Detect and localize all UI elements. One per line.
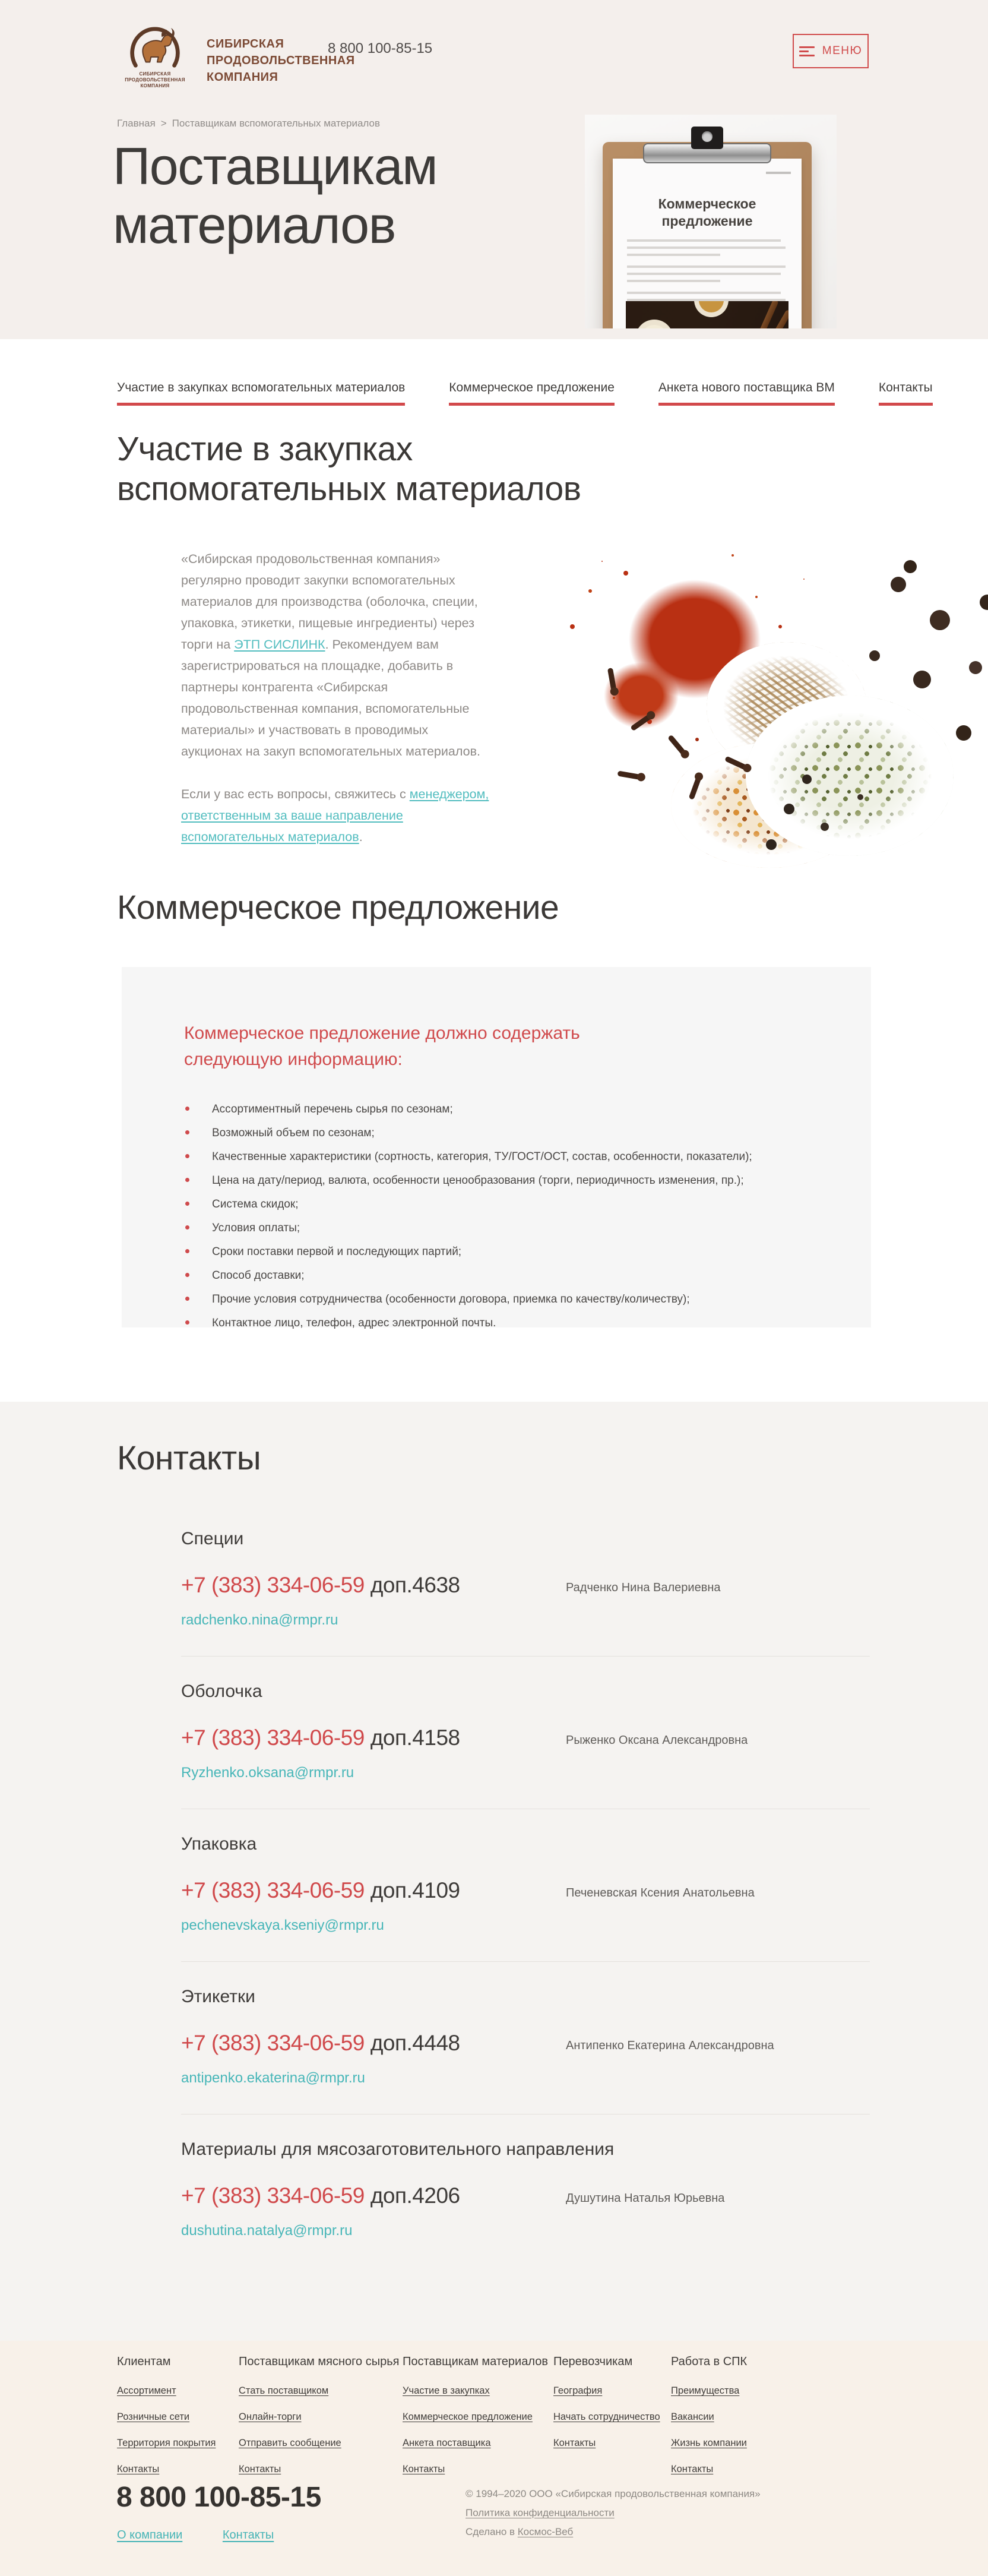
made-by-text: Сделано в <box>466 2526 518 2537</box>
participation-paragraph <box>181 548 492 762</box>
clipboard-clip <box>643 143 771 163</box>
manager-link[interactable]: менеджером, ответственным за ваше направление вспомогательных материалов <box>181 787 489 844</box>
contact-blocks <box>181 1504 870 2267</box>
contact-phone-ext: доп.4448 <box>370 2031 460 2055</box>
logo[interactable] <box>118 14 192 89</box>
contact-block-packaging <box>181 1809 870 1961</box>
footer-link[interactable]: География <box>553 2385 603 2396</box>
list-item: Контактное лицо, телефон, адрес электронной почты. <box>184 1314 835 1332</box>
footer-contacts-link[interactable]: Контакты <box>222 2528 274 2542</box>
cinnamon-stick-icon <box>752 301 779 328</box>
contact-block-title: Этикетки <box>181 1987 255 2006</box>
contact-block-title: Оболочка <box>181 1681 262 1701</box>
contact-phone-row <box>181 1573 870 1598</box>
paragraph-text: . Рекомендуем вам зарегистрироваться на площадке, добавить в партнеры контрагента «Сибирская продовольственная компания, вспомогательные материалы» и участвовать в проводимых аукционах на закуп вспомогательных материалов. <box>181 637 481 758</box>
contact-person-name: Радченко Нина Валериевна <box>566 1581 721 1594</box>
footer-link[interactable]: Контакты <box>553 2438 596 2448</box>
list-item: Качественные характеристики (сортность, категория, ТУ/ГОСТ/ОСТ, состав, особенности, показатели); <box>184 1148 835 1166</box>
list-item: Условия оплаты; <box>184 1219 835 1237</box>
offer-heading: Коммерческое предложение <box>117 889 559 927</box>
allspice-berries-art <box>891 577 906 592</box>
footer-made-by <box>466 2523 761 2542</box>
contact-phone-ext: доп.4638 <box>370 1573 460 1597</box>
paper-text-lines <box>627 239 787 306</box>
contact-block-title: Материалы для мясозаготовительного направления <box>181 2139 615 2159</box>
footer-link[interactable]: Начать сотрудничество <box>553 2411 660 2422</box>
contact-phone-link[interactable]: +7 (383) 334-06-59 <box>181 2183 365 2208</box>
tab-participation[interactable]: Участие в закупках вспомогательных материалов <box>117 381 405 406</box>
contact-block-title: Упаковка <box>181 1834 257 1854</box>
footer <box>0 2341 988 2576</box>
contact-phone-ext: доп.4158 <box>370 1725 460 1750</box>
paragraph-text: . <box>359 830 363 844</box>
contact-phone-link[interactable]: +7 (383) 334-06-59 <box>181 1878 365 1902</box>
breadcrumb-separator: > <box>160 118 167 129</box>
list-item: Цена на дату/период, валюта, особенности ценообразования (торги, периодичность изменения, пр.); <box>184 1171 835 1190</box>
dried-herbs-art <box>746 696 954 856</box>
list-item: Возможный объем по сезонам; <box>184 1124 835 1142</box>
contact-email-link[interactable]: dushutina.natalya@rmpr.ru <box>181 2223 353 2239</box>
contact-block-labels <box>181 1961 870 2114</box>
tab-contacts[interactable]: Контакты <box>879 381 933 406</box>
footer-column-heading: Перевозчикам <box>553 2355 633 2368</box>
contact-phone-row <box>181 2183 870 2208</box>
spice-cup-icon <box>635 320 673 328</box>
contact-phone-link[interactable]: +7 (383) 334-06-59 <box>181 1725 365 1750</box>
paragraph-text: Если у вас есть вопросы, свяжитесь с <box>181 787 410 801</box>
footer-link[interactable]: Анкета поставщика <box>403 2438 491 2448</box>
spice-cup-icon <box>694 301 729 317</box>
tab-commercial-offer[interactable]: Коммерческое предложение <box>449 381 615 406</box>
contact-phone-ext: доп.4206 <box>370 2183 460 2208</box>
clipboard-photo <box>585 115 837 328</box>
footer-link[interactable]: Стать поставщиком <box>239 2385 329 2396</box>
paprika-splatter-art <box>623 571 628 576</box>
footer-link[interactable]: Вакансии <box>671 2411 714 2422</box>
clove-icon <box>618 770 643 780</box>
footer-bottom-links <box>117 2528 311 2542</box>
contacts-section <box>0 1402 988 2341</box>
logo-caption: СИБИРСКАЯ ПРОДОВОЛЬСТВЕННАЯ КОМПАНИЯ <box>125 71 185 88</box>
clipboard-paper <box>613 159 802 328</box>
contact-email-link[interactable]: radchenko.nina@rmpr.ru <box>181 1612 338 1628</box>
offer-card-heading: Коммерческое предложение должно содержать следующую информацию: <box>184 1023 580 1069</box>
contact-phone-row <box>181 1725 870 1750</box>
contact-person-name: Душутина Наталья Юрьевна <box>566 2192 725 2205</box>
paragraph-text: «Сибирская продовольственная компания» регулярно проводит закупки вспомогательных материалов для производства (оболочка, специи, упаковка, этикетки, пищевые ингредиенты) через торги на <box>181 552 478 652</box>
list-item: Сроки поставки первой и последующих партий; <box>184 1243 835 1261</box>
footer-column-heading: Поставщикам мясного сырья <box>239 2355 400 2368</box>
breadcrumb-home-link[interactable]: Главная <box>117 118 156 129</box>
contact-block-title: Специи <box>181 1529 244 1548</box>
list-item: Ассортиментный перечень сырья по сезонам; <box>184 1100 835 1118</box>
contact-email-link[interactable]: pechenevskaya.kseniy@rmpr.ru <box>181 1917 384 1933</box>
menu-button[interactable] <box>793 34 869 68</box>
footer-link[interactable]: Онлайн-торги <box>239 2411 302 2422</box>
footer-link[interactable]: Розничные сети <box>117 2411 190 2422</box>
list-item: Система скидок; <box>184 1195 835 1213</box>
clipboard-board <box>603 142 812 328</box>
footer-link[interactable]: Контакты <box>403 2464 445 2474</box>
offer-card <box>122 967 871 1327</box>
contact-block-meat-materials <box>181 2114 870 2267</box>
footer-about-link[interactable]: О компании <box>117 2528 183 2542</box>
privacy-policy-link[interactable]: Политика конфиденциальности <box>466 2507 615 2518</box>
page-title: Поставщикам материалов <box>113 137 438 254</box>
kosmos-web-link[interactable]: Космос-Веб <box>517 2526 574 2537</box>
footer-column-heading: Работа в СПК <box>671 2355 748 2368</box>
contact-person-name: Рыженко Оксана Александровна <box>566 1734 748 1747</box>
footer-link[interactable]: Отправить сообщение <box>239 2438 341 2448</box>
footer-column-clients <box>117 2355 216 2490</box>
footer-link[interactable]: Коммерческое предложение <box>403 2411 533 2422</box>
main-content <box>0 339 988 1402</box>
hero-section <box>0 0 988 339</box>
contact-phone-link[interactable]: +7 (383) 334-06-59 <box>181 2031 365 2055</box>
footer-phone[interactable]: 8 800 100-85-15 <box>116 2482 321 2513</box>
list-item: Способ доставки; <box>184 1266 835 1285</box>
anchor-tabs <box>117 381 933 406</box>
contact-phone-row <box>181 1878 870 1903</box>
footer-copyright: © 1994–2020 ООО «Сибирская продовольственная компания» <box>466 2488 761 2499</box>
footer-link[interactable]: Контакты <box>671 2464 714 2474</box>
footer-link[interactable]: Ассортимент <box>117 2385 176 2396</box>
breadcrumb <box>117 118 380 129</box>
contact-phone-ext: доп.4109 <box>370 1878 460 1902</box>
contact-person-name: Антипенко Екатерина Александровна <box>566 2039 774 2052</box>
footer-link[interactable]: Контакты <box>239 2464 281 2474</box>
footer-column-material-suppliers <box>403 2355 548 2490</box>
bull-logo-icon <box>118 14 192 69</box>
header-phone[interactable]: 8 800 100-85-15 <box>328 40 433 56</box>
footer-column-heading: Клиентам <box>117 2355 171 2368</box>
contact-block-spices <box>181 1504 870 1656</box>
peppercorns-art <box>784 804 794 814</box>
footer-column-meat-suppliers <box>239 2355 399 2490</box>
participation-text <box>181 548 492 848</box>
participation-paragraph <box>181 783 492 848</box>
contact-block-casing <box>181 1656 870 1809</box>
participation-heading: Участие в закупках вспомогательных материалов <box>117 430 581 508</box>
footer-link[interactable]: Преимущества <box>671 2385 740 2396</box>
paper-title: Коммерческое предложение <box>658 196 756 229</box>
contact-email-link[interactable]: antipenko.ekaterina@rmpr.ru <box>181 2070 365 2086</box>
paper-date-line <box>766 172 791 174</box>
paper-spices-photo <box>626 301 788 328</box>
etp-sislink-link[interactable]: ЭТП СИСЛИНК <box>234 637 325 652</box>
footer-column-jobs <box>671 2355 747 2490</box>
offer-requirements-list <box>184 1100 835 1338</box>
footer-link[interactable]: Территория покрытия <box>117 2438 216 2448</box>
spices-image <box>528 535 983 868</box>
contact-phone-link[interactable]: +7 (383) 334-06-59 <box>181 1573 365 1597</box>
contacts-heading: Контакты <box>117 1439 261 1477</box>
menu-button-label: МЕНЮ <box>822 45 863 57</box>
breadcrumb-current: Поставщикам вспомогательных материалов <box>172 118 381 129</box>
footer-link[interactable]: Участие в закупках <box>403 2385 490 2396</box>
footer-link[interactable]: Контакты <box>117 2464 160 2474</box>
list-item: Прочие условия сотрудничества (особенности договора, приемка по качеству/количеству); <box>184 1290 835 1308</box>
brand-name: СИБИРСКАЯ ПРОДОВОЛЬСТВЕННАЯ КОМПАНИЯ <box>207 37 355 84</box>
hamburger-icon <box>799 46 815 56</box>
contact-email-link[interactable]: Ryzhenko.oksana@rmpr.ru <box>181 1765 354 1781</box>
footer-column-carriers <box>553 2355 660 2464</box>
contact-person-name: Печеневская Ксения Анатольевна <box>566 1886 755 1899</box>
tab-new-supplier-form[interactable]: Анкета нового поставщика ВМ <box>658 381 835 406</box>
footer-column-heading: Поставщикам материалов <box>403 2355 548 2368</box>
footer-meta <box>466 2485 761 2542</box>
footer-link[interactable]: Жизнь компании <box>671 2438 747 2448</box>
